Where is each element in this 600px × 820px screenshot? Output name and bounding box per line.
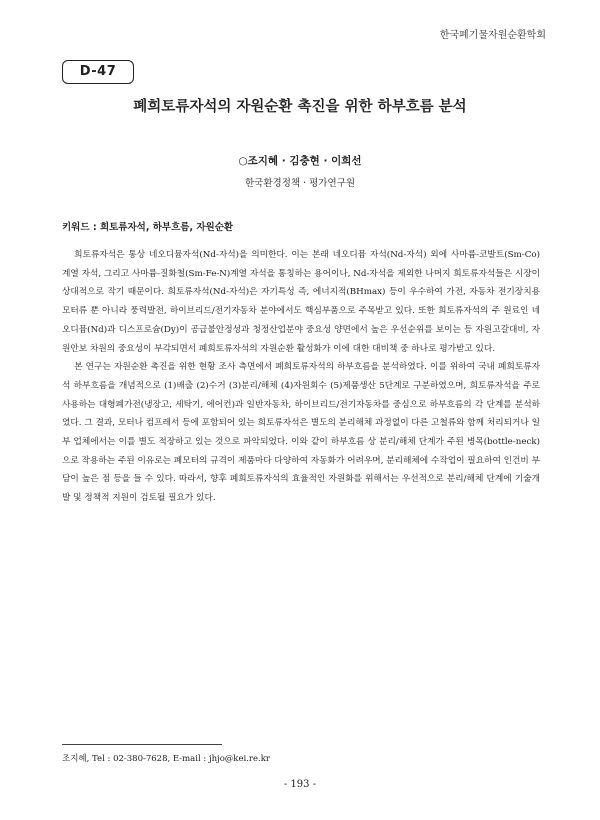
keywords-line: 키워드 : 희토류자석, 하부흐름, 자원순환 (62, 222, 234, 233)
abstract-paragraph: 본 연구는 자원순환 촉진을 위한 현황 조사 측면에서 폐희토류자석의 하부흐름을 분석하였다. 이를 위하여 국내 폐희토류자석 하부흐름을 개념적으로 (1)배출 (2)수거 (3)분리/해체 (4)자원회수 (5)제품생산 5단계로 구분하였으며, 희토류자석을 주로 사용하는 대형폐가전(냉장고, 세탁기, 에어컨)과 일반자동차, 하이브리드/전기자동차를 중심으로 하부흐름의 각 단계를 분석하였다. 그 결과, 모터나 컴프레서 등에 포함되어 있는 희토류자석은 별도의 분리해체 과정없이 다른 고철류와 함께 처리되거나 일부 업체에서는 이를 별도 적장하고 있는 것으로 파악되었다. 이와 같이 하부흐름 상 분리/해체 단계가 주된 병목(bottle-neck)으로 작용하는 주된 이유로는 폐모터의 규격이 제품마다 다양하여 자동화가 어려우며, 분리해체에 수작업이 필요하여 인건비 부담이 높은 점 등을 들 수 있다. 따라서, 향후 폐희토류자석의 효율적인 자원화를 위해서는 우선적으로 분리/해체 단계에 기술개발 및 정책적 지원이 검토될 필요가 있다. (62, 362, 540, 504)
conference-organization: 한국폐기물자원순환학회 (439, 30, 546, 41)
abstract-paragraph: 희토류자석은 통상 네오디뮴자석(Nd-자석)을 의미한다. 이는 본래 네오디뮴 자석(Nd-자석) 외에 사마륨-코발트(Sm-Co) 계열 자석, 그리고 사마륨-질화철(Sm-Fe-N)계열 자석을 통칭하는 용어이나, Nd-자석을 제외한 나머지 희토류자석들은 시장이 상대적으로 작기 때문이다. 희토류자석(Nd-자석)은 자기특성 즉, 에너지적(BHmax) 등이 우수하여 가전, 자동차 전기장치용 모터류 뿐 아니라 풍력발전, 하이브리드/전기자동차 분야에서도 핵심부품으로 주목받고 있다. 또한 희토류자석의 주 원료인 네오디뮴(Nd)과 디스프로슘(Dy)이 공급불안정성과 청정산업분야 중요성 양면에서 높은 우선순위를 보이는 등 자원고갈대비, 자원안보 차원의 중요성이 부각되면서 폐희토류자석의 자원순환 활성화가 이에 대한 대비책 중 하나로 평가받고 있다. (62, 250, 540, 354)
paper-code-badge: D-47 (62, 60, 134, 84)
footnote-divider (62, 744, 222, 745)
author-affiliation: 한국환경정책 · 평가연구원 (244, 178, 355, 189)
paper-authors: ○조지혜 · 김충현 · 이희선 (238, 155, 362, 167)
abstract-body (62, 246, 540, 508)
page-number: - 193 - (283, 779, 317, 790)
paper-title: 폐희토류자석의 자원순환 촉진을 위한 하부흐름 분석 (133, 99, 467, 115)
corresponding-author-footnote: 조지혜, Tel : 02-380-7628, E-mail : jhjo@kei.re.kr (62, 754, 270, 764)
